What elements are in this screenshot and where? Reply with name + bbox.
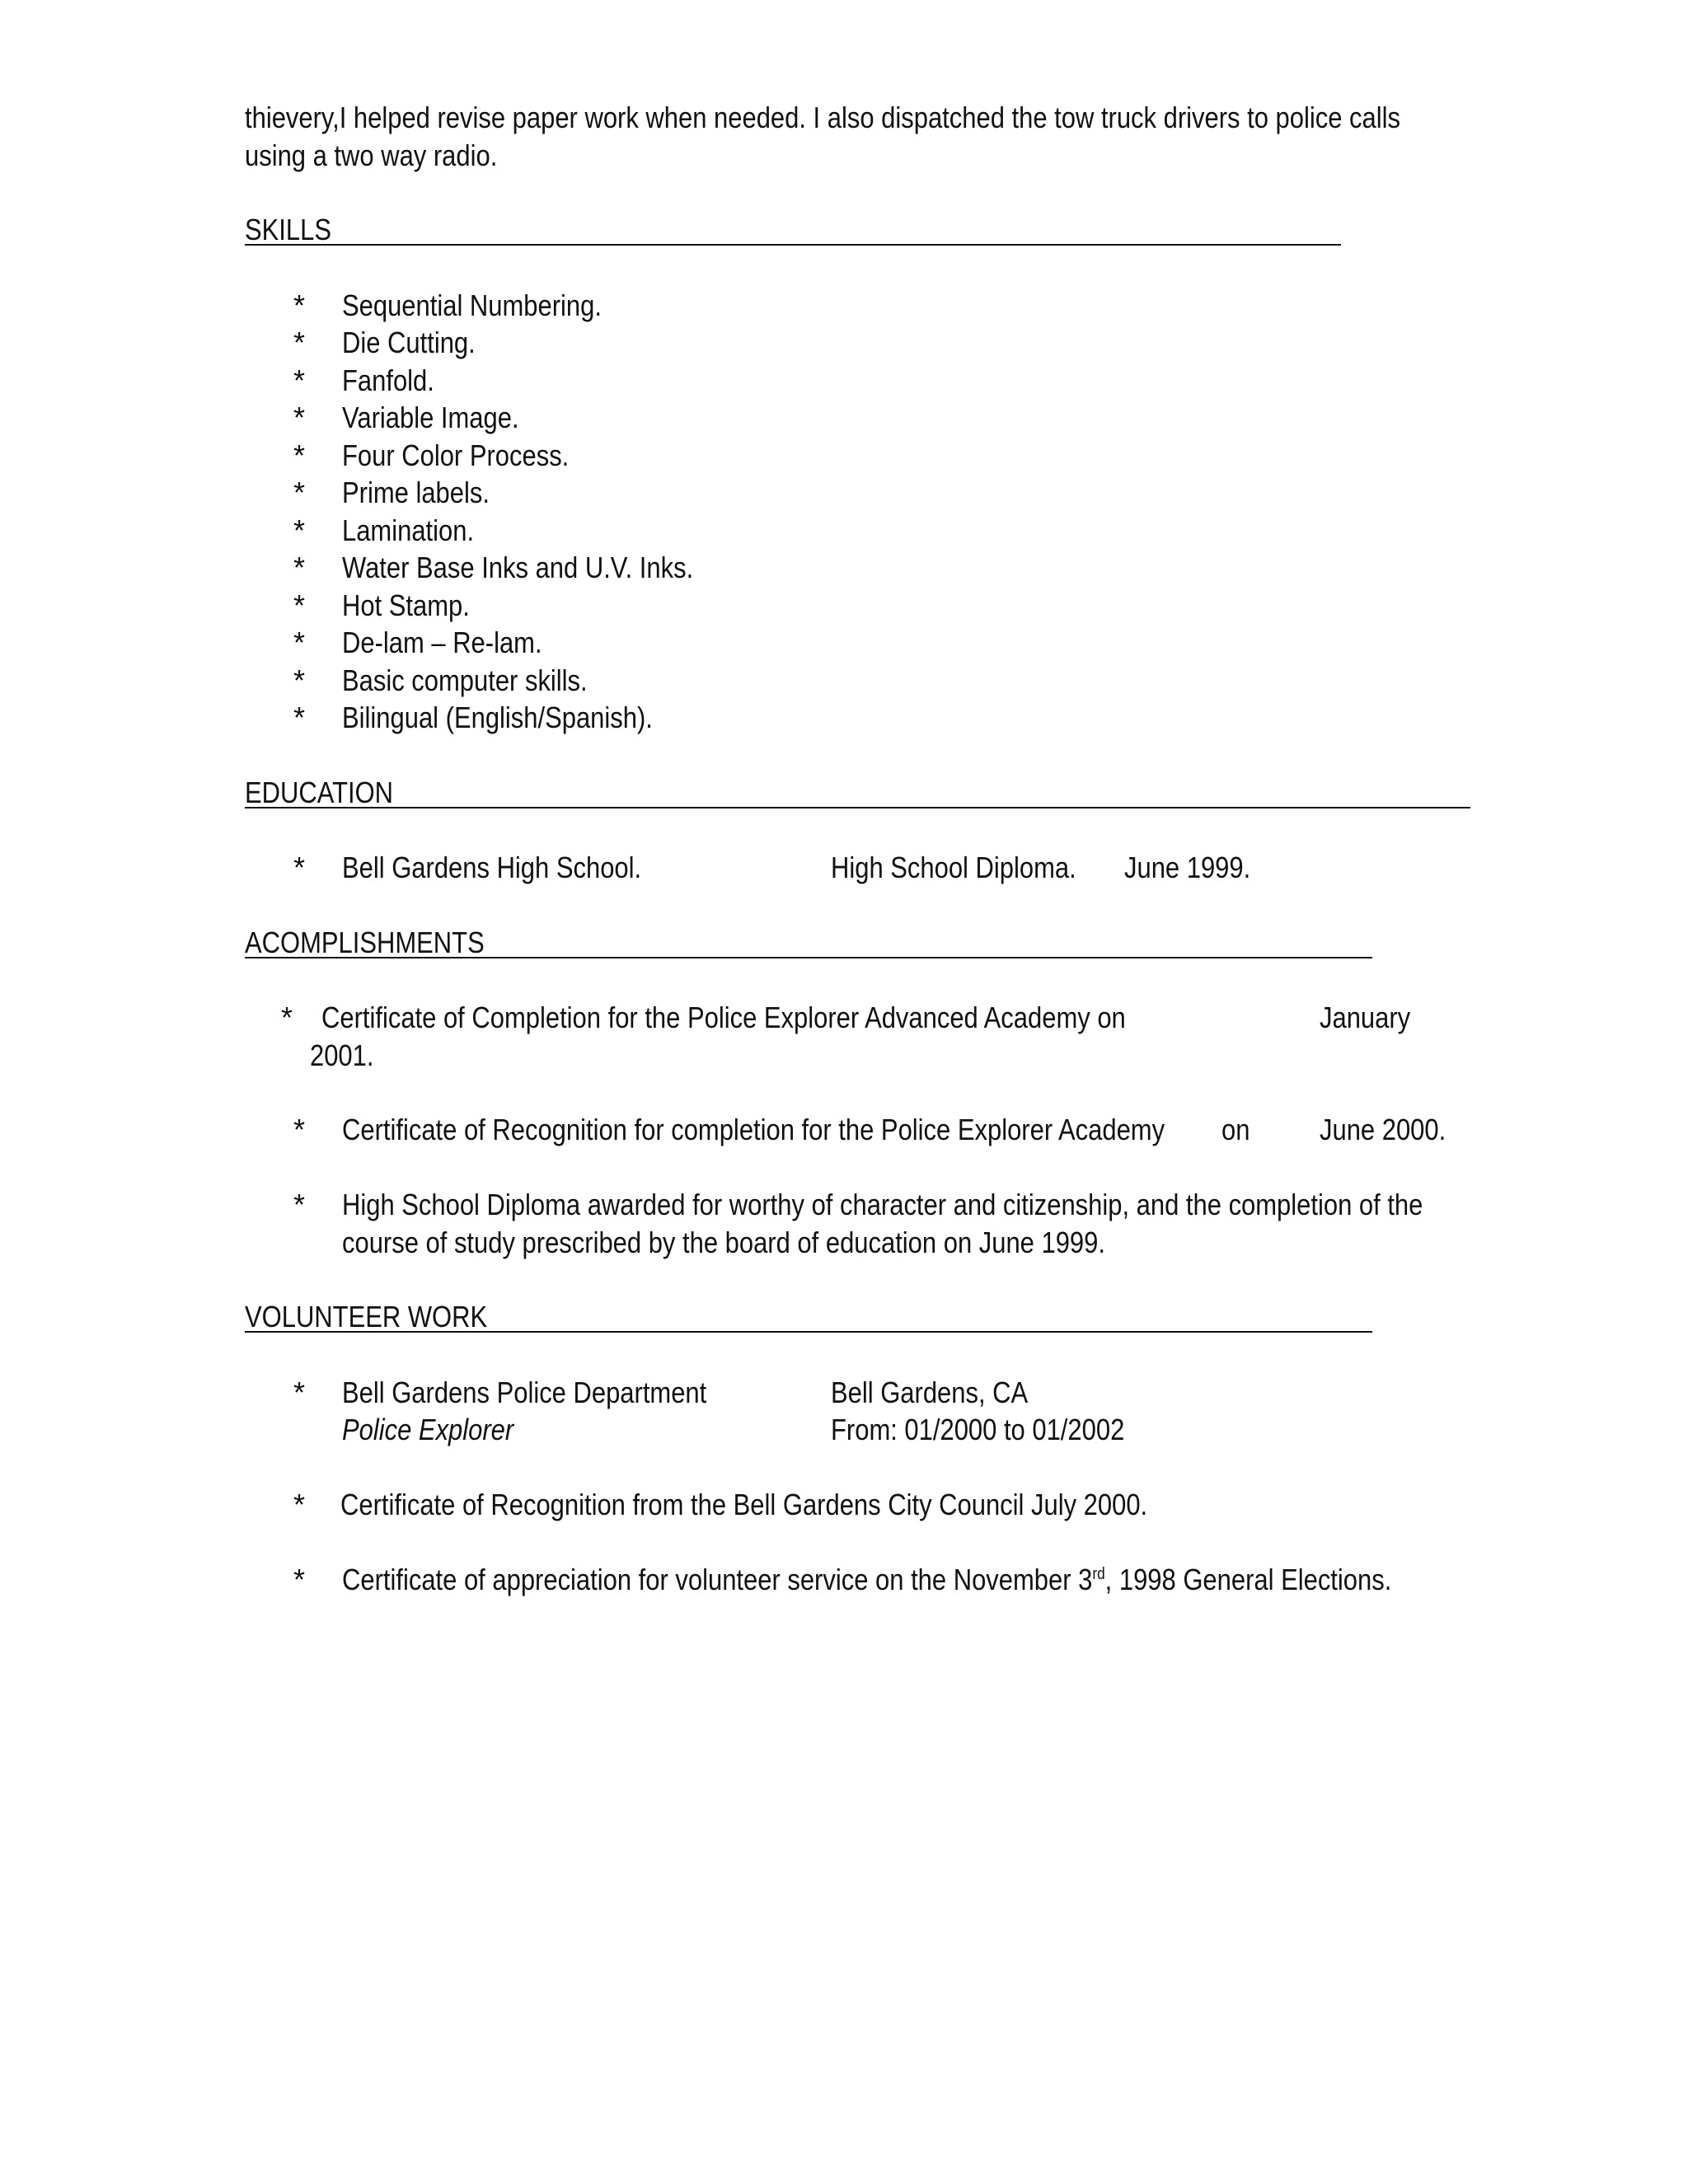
bullet: * xyxy=(293,551,306,584)
volunteer-cert-2 xyxy=(342,1561,1391,1599)
education-school: Bell Gardens High School. xyxy=(342,851,642,884)
bullet: * xyxy=(293,476,306,509)
skill-item: Water Base Inks and U.V. Inks. xyxy=(342,551,694,584)
accomplishment-3-line-1: High School Diploma awarded for worthy of character and citizenship, and the completion of the xyxy=(342,1188,1423,1221)
volunteer-heading-rule xyxy=(245,1331,1372,1333)
education-heading-rule xyxy=(245,807,1470,808)
accomplishment-3-line-2: course of study prescribed by the board of education on June 1999. xyxy=(342,1226,1105,1259)
bullet: * xyxy=(293,663,306,697)
education-degree: High School Diploma. xyxy=(831,851,1076,884)
volunteer-cert-2-post: , 1998 General Elections. xyxy=(1104,1563,1392,1596)
volunteer-cert-1: Certificate of Recognition from the Bell Gardens City Council July 2000. xyxy=(340,1488,1148,1521)
accomplishment-2-text: Certificate of Recognition for completion for the Police Explorer Academy xyxy=(342,1113,1165,1146)
bullet: * xyxy=(293,588,306,622)
accomplishments-heading-label: ACOMPLISHMENTS xyxy=(245,926,485,959)
bullet: * xyxy=(293,363,306,397)
skill-item: Four Color Process. xyxy=(342,438,570,472)
volunteer-org: Bell Gardens Police Department xyxy=(342,1376,707,1409)
skill-item: Sequential Numbering. xyxy=(342,288,602,322)
volunteer-heading-label: VOLUNTEER WORK xyxy=(245,1300,488,1333)
bullet: * xyxy=(293,1188,306,1221)
bullet: * xyxy=(293,851,306,884)
skill-item: Variable Image. xyxy=(342,401,519,434)
bullet: * xyxy=(293,1376,306,1409)
skill-item: Lamination. xyxy=(342,513,475,547)
skill-item: Basic computer skills. xyxy=(342,663,588,697)
accomplishment-1-line-2: 2001. xyxy=(310,1038,374,1072)
bullet: * xyxy=(293,626,306,659)
education-date: June 1999. xyxy=(1124,851,1251,884)
skill-item: Hot Stamp. xyxy=(342,588,470,622)
bullet: * xyxy=(293,288,306,322)
skill-item: De-lam – Re-lam. xyxy=(342,626,542,659)
skills-heading-label: SKILLS xyxy=(245,213,332,246)
bullet: * xyxy=(293,513,306,547)
bullet: * xyxy=(293,1488,306,1521)
volunteer-role: Police Explorer xyxy=(342,1413,514,1446)
bullet: * xyxy=(293,438,306,472)
skill-item: Die Cutting. xyxy=(342,326,476,359)
volunteer-location: Bell Gardens, CA xyxy=(831,1376,1029,1409)
skill-item: Prime labels. xyxy=(342,476,490,509)
intro-line-1: thievery,I helped revise paper work when needed. I also dispatched the tow truck drivers to police calls xyxy=(245,101,1400,134)
accomplishment-2-on: on xyxy=(1221,1113,1250,1146)
education-heading-label: EDUCATION xyxy=(245,776,394,809)
volunteer-dates: From: 01/2000 to 01/2002 xyxy=(831,1413,1125,1446)
accomplishments-heading-rule xyxy=(245,957,1372,958)
intro-line-2: using a two way radio. xyxy=(245,138,498,172)
bullet: * xyxy=(293,701,306,734)
volunteer-cert-2-pre: Certificate of appreciation for volunteer service on the November 3 xyxy=(342,1563,1093,1596)
bullet: * xyxy=(293,401,306,434)
bullet: * xyxy=(293,326,306,359)
volunteer-cert-2-sup: rd xyxy=(1092,1565,1105,1583)
bullet: * xyxy=(293,1113,306,1146)
skill-item: Bilingual (English/Spanish). xyxy=(342,701,653,734)
bullet: * xyxy=(293,1563,306,1596)
accomplishment-1-month: January xyxy=(1320,1001,1411,1034)
bullet: * xyxy=(281,1001,293,1034)
skills-heading-rule xyxy=(245,244,1341,246)
skill-item: Fanfold. xyxy=(342,363,434,397)
accomplishment-2-date: June 2000. xyxy=(1320,1113,1447,1146)
accomplishment-1-line-1: Certificate of Completion for the Police Explorer Advanced Academy on xyxy=(321,1001,1126,1034)
